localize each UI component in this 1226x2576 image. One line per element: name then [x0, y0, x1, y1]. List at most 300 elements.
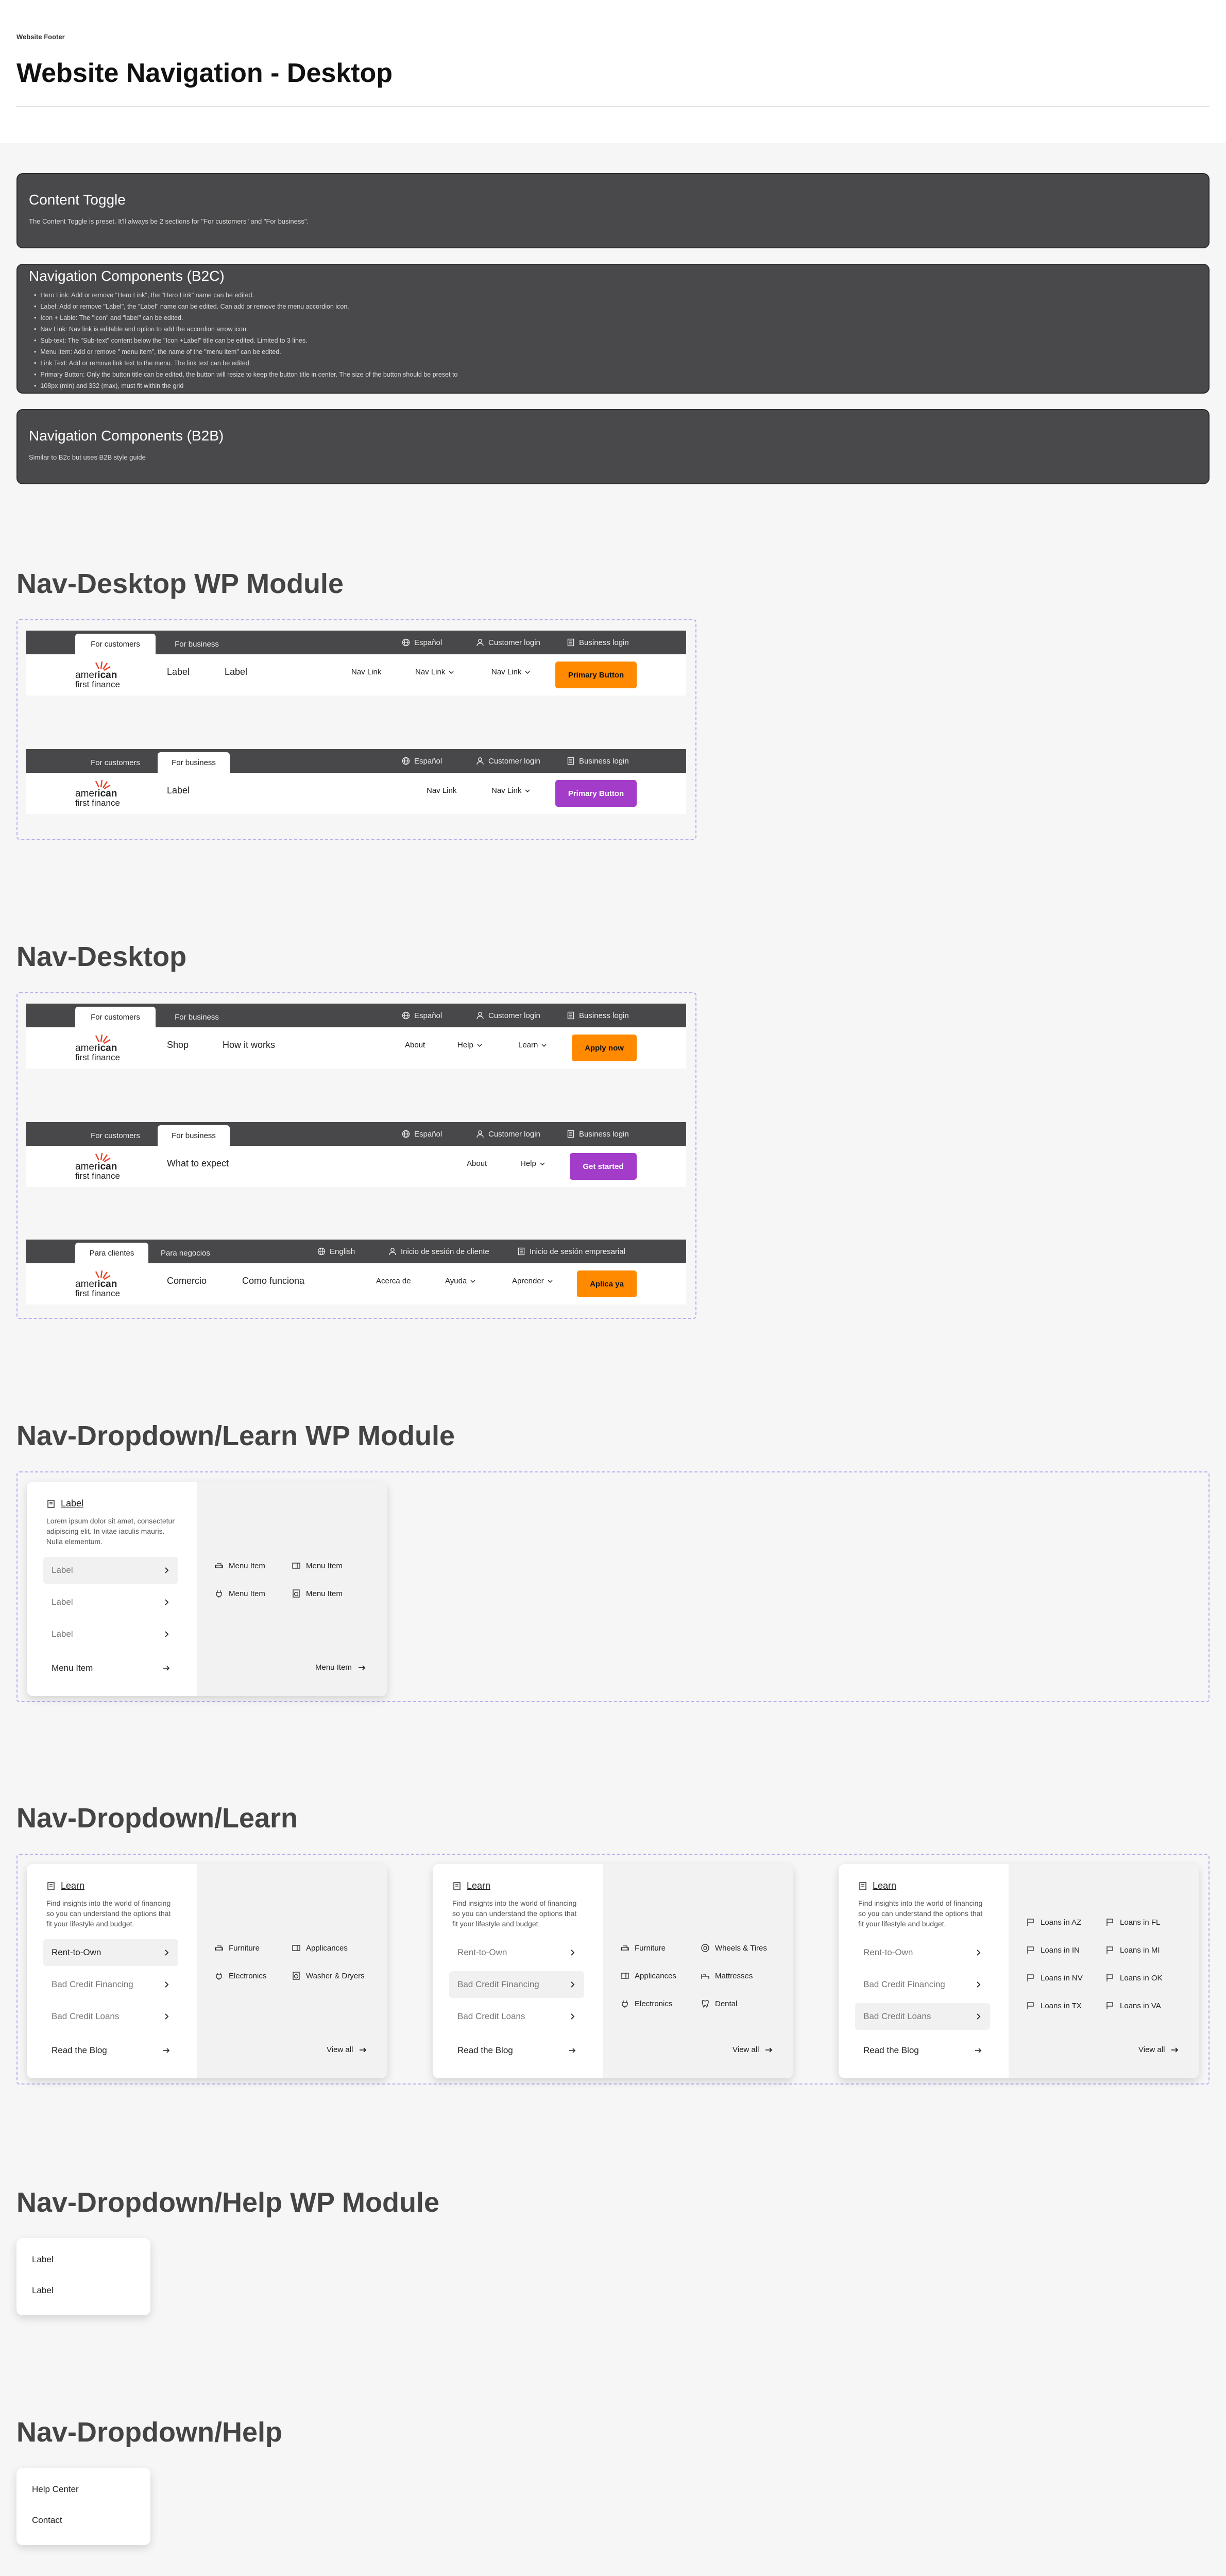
nav-link-dropdown[interactable] [491, 668, 531, 676]
nav-label-shop[interactable]: Shop [167, 1040, 189, 1050]
menu-item-label: Loans in VA [1120, 2001, 1161, 2010]
chevron-right-icon [163, 2013, 170, 2020]
arrow-right-icon [569, 2047, 576, 2054]
nav-link-label: Learn [518, 1041, 538, 1049]
chevron-right-icon [163, 1599, 170, 1606]
chevron-down-icon [524, 669, 531, 675]
user-icon [476, 638, 484, 647]
flag-icon [1105, 1973, 1115, 1982]
business-login-link[interactable] [567, 1122, 629, 1146]
menu-item-label: Loans in NV [1041, 1973, 1083, 1982]
logo-text-c: first finance [75, 1171, 120, 1181]
customer-login-label: Customer login [488, 1129, 540, 1139]
divider [16, 106, 1210, 107]
user-icon [476, 1130, 484, 1138]
logo-text-b: ican [97, 1279, 117, 1290]
menu-item-appliances[interactable] [620, 1971, 676, 1980]
customer-login-label: Inicio de sesión de cliente [401, 1247, 489, 1256]
chevron-right-icon [163, 1567, 170, 1574]
view-all-link[interactable] [315, 1663, 366, 1672]
content-toggle-bar [26, 1122, 686, 1146]
row-label: Read the Blog [457, 2045, 513, 2055]
menu-item-label: Electronics [635, 1999, 673, 2008]
nav-link-help[interactable] [520, 1159, 546, 1168]
dropdown-left-panel [839, 1864, 1009, 2078]
aplica-ya-button[interactable]: Aplica ya [577, 1270, 637, 1297]
menu-item-label: Loans in IN [1041, 1945, 1080, 1955]
sofa-icon [620, 1943, 629, 1953]
learn-dropdown [433, 1864, 793, 2078]
dropdown-row[interactable] [43, 1621, 178, 1648]
customer-login-link[interactable] [476, 1004, 540, 1027]
flag-icon [1026, 1918, 1035, 1927]
help-menu-item[interactable]: Label [32, 2255, 54, 2264]
dropdown-row-bad-credit-financing[interactable] [43, 1971, 178, 1998]
nav-link[interactable] [427, 786, 456, 795]
dropdown-row-bad-credit-loans[interactable] [449, 2003, 584, 2030]
nav-label[interactable]: Label [167, 785, 190, 795]
tab-for-customers[interactable]: For customers [75, 634, 156, 654]
user-icon [476, 1011, 484, 1020]
nav-link-aprender[interactable] [512, 1277, 553, 1285]
logo-text-a: amer [75, 788, 98, 799]
row-label: Bad Credit Loans [52, 2011, 120, 2021]
tab-for-customers[interactable]: For customers [91, 1131, 140, 1140]
nav-link-label: Acerca de [376, 1277, 411, 1285]
language-link[interactable] [402, 1004, 442, 1027]
dropdown-row-rent-to-own[interactable] [855, 1939, 990, 1966]
nav-link-dropdown[interactable] [491, 786, 531, 795]
logo-text-a: amer [75, 670, 98, 681]
list-item: • Menu item: Add or remove " menu item", the name of the "menu item" can be edited. [34, 346, 1197, 358]
arrow-right-icon [765, 2046, 773, 2054]
row-label: Label [52, 1629, 73, 1639]
menu-item-electronics[interactable] [214, 1971, 266, 1980]
logo-mark [75, 662, 137, 690]
language-link[interactable] [402, 1122, 442, 1146]
brand-logo[interactable] [75, 1270, 137, 1299]
flag-icon [1105, 2001, 1115, 2010]
help-center-link[interactable]: Help Center [32, 2484, 79, 2494]
logo-mark [75, 1270, 137, 1299]
dropdown-subtext: Find insights into the world of financing so you can understand the options that fit your lifestyle and budget. [858, 1899, 983, 1928]
business-login-link[interactable] [567, 749, 629, 773]
dropdown-row-rent-to-own[interactable] [449, 1939, 584, 1966]
globe-icon [402, 638, 410, 647]
tab-for-business[interactable]: For business [175, 639, 219, 649]
help-dropdown [16, 2468, 150, 2545]
globe-icon [402, 757, 410, 765]
chevron-down-icon [448, 669, 454, 675]
menu-item-label: Furniture [229, 1943, 260, 1953]
content-toggle-bar [26, 1004, 686, 1027]
dropdown-header-label: Learn [467, 1880, 491, 1891]
view-all-link[interactable] [1138, 2045, 1179, 2054]
bed-icon [701, 1971, 710, 1980]
row-label: Label [52, 1565, 73, 1575]
flag-icon [1105, 1918, 1115, 1927]
nav-bar [26, 749, 686, 814]
menu-item[interactable] [292, 1589, 343, 1598]
tab-for-business[interactable]: For business [158, 752, 230, 773]
tab-for-customers[interactable]: For customers [75, 1007, 156, 1027]
svg-text:american [75, 1279, 117, 1290]
menu-item-label: Loans in TX [1041, 2001, 1082, 2010]
tire-icon [701, 1943, 710, 1953]
nav-link-learn[interactable] [518, 1041, 547, 1049]
menu-item-loans-tx[interactable] [1026, 2001, 1082, 2010]
chevron-right-icon [163, 1949, 170, 1956]
globe-icon [317, 1247, 326, 1256]
list-item: • Sub-text: The "Sub-text" content below the "Icon +Label" title can be edited. Limited to 3 lines. [34, 335, 1197, 346]
brand-logo[interactable] [75, 662, 137, 690]
menu-item-wheels-tires[interactable] [701, 1943, 767, 1953]
menu-item-label: Loans in MI [1120, 1945, 1160, 1955]
logo-text-b: ican [97, 1043, 117, 1054]
language-label: Español [414, 1011, 442, 1020]
chevron-right-icon [569, 1981, 576, 1988]
customer-login-link[interactable] [476, 631, 540, 654]
svg-text:american [75, 1161, 117, 1172]
nav-link-label: Nav Link [491, 786, 522, 795]
flag-icon [1105, 1945, 1115, 1955]
building-icon [567, 638, 575, 647]
svg-text:american [75, 788, 117, 799]
row-label: Rent-to-Own [863, 1947, 913, 1957]
chevron-down-icon [470, 1278, 476, 1284]
page-title: Website Navigation - Desktop [16, 58, 393, 88]
b2c-components-card [16, 264, 1210, 394]
arrow-right-icon [1171, 2046, 1179, 2054]
row-label: Read the Blog [52, 2045, 107, 2055]
language-link[interactable] [402, 631, 442, 654]
logo-mark [75, 780, 137, 809]
row-label: Rent-to-Own [52, 1947, 101, 1957]
contact-link[interactable]: Contact [32, 2515, 62, 2525]
nav-link-about[interactable] [405, 1041, 425, 1049]
globe-icon [402, 1011, 410, 1020]
nav-link-dropdown[interactable] [415, 668, 454, 676]
business-login-label: Business login [579, 756, 629, 766]
logo-mark [75, 1153, 137, 1182]
menu-item-loans-ok[interactable] [1105, 1973, 1163, 1982]
dropdown-left-panel [27, 1864, 197, 2078]
read-the-blog-link[interactable] [43, 2037, 178, 2064]
dropdown-row-rent-to-own[interactable] [43, 1939, 178, 1966]
chevron-down-icon [539, 1161, 546, 1167]
get-started-button[interactable]: Get started [570, 1153, 637, 1180]
menu-item-loans-in[interactable] [1026, 1945, 1080, 1955]
dropdown-row[interactable] [43, 1589, 178, 1616]
menu-item[interactable] [292, 1561, 343, 1570]
menu-item-label: Menu Item [306, 1561, 343, 1570]
dropdown-left-panel [433, 1864, 603, 2078]
arrow-right-icon [163, 2047, 170, 2054]
nav-link-help[interactable] [457, 1041, 483, 1049]
content-toggle-bar [26, 631, 686, 654]
menu-item-loans-fl[interactable] [1105, 1918, 1160, 1927]
menu-item-label: Menu Item [306, 1589, 343, 1598]
svg-text:american [75, 1043, 117, 1054]
chevron-right-icon [569, 1949, 576, 1956]
row-label: Rent-to-Own [457, 1947, 507, 1957]
row-label: Label [52, 1597, 73, 1607]
dropdown-header[interactable] [46, 1498, 83, 1509]
language-label: Español [414, 1129, 442, 1139]
menu-item-label: Furniture [635, 1943, 666, 1953]
list-item: • Link Text: Add or remove link text to the menu. The link text can be edited. [34, 358, 1197, 369]
content-toggle-card [16, 173, 1210, 248]
menu-item-loans-va[interactable] [1105, 2001, 1161, 2010]
learn-dropdown-wp [27, 1482, 387, 1696]
language-label: Español [414, 756, 442, 766]
menu-item-loans-mi[interactable] [1105, 1945, 1160, 1955]
logo-text-b: ican [97, 788, 117, 799]
view-all-label: Menu Item [315, 1663, 352, 1672]
nav-link-label: Nav Link [427, 786, 457, 795]
help-dropdown-wp [16, 2238, 150, 2315]
menu-item-washer-dryers[interactable] [292, 1971, 365, 1980]
card-title: Navigation Components (B2C) [29, 268, 225, 284]
svg-text:american [75, 670, 117, 681]
chevron-right-icon [163, 1631, 170, 1638]
apply-now-button[interactable]: Apply now [572, 1035, 637, 1061]
building-icon [517, 1247, 525, 1256]
list-item: • 108px (min) and 332 (max), must fit within the grid [34, 380, 1197, 392]
logo-text-c: first finance [75, 680, 120, 689]
nav-label-como-funciona[interactable]: Como funciona [242, 1276, 305, 1286]
menu-item-label: Applicances [306, 1943, 348, 1953]
section-title: Nav-Desktop WP Module [16, 568, 344, 599]
brand-logo[interactable] [75, 1035, 137, 1063]
help-menu-item[interactable]: Label [32, 2285, 54, 2295]
building-icon [567, 757, 575, 765]
page-header [0, 0, 1226, 143]
card-text: The Content Toggle is preset. It'll always be 2 sections for "For customers" and "For business". [29, 217, 309, 225]
row-label: Bad Credit Financing [863, 1979, 945, 1989]
dropdown-header[interactable] [46, 1880, 84, 1891]
building-icon [567, 1011, 575, 1020]
language-label: English [330, 1247, 355, 1256]
section-title: Nav-Dropdown/Learn WP Module [16, 1420, 455, 1451]
nav-label[interactable]: Label [167, 667, 190, 677]
logo-text-a: amer [75, 1279, 98, 1290]
brand-logo[interactable] [75, 780, 137, 809]
nav-bar [26, 1122, 686, 1187]
business-login-label: Inicio de sesión empresarial [530, 1247, 625, 1256]
customer-login-link[interactable] [476, 1122, 540, 1146]
menu-item-mattresses[interactable] [701, 1971, 753, 1980]
nav-link-about[interactable] [467, 1159, 487, 1168]
brand-logo[interactable] [75, 1153, 137, 1182]
menu-item-furniture[interactable] [214, 1943, 260, 1953]
card-title: Navigation Components (B2B) [29, 428, 224, 444]
nav-label-what-to-expect[interactable]: What to expect [167, 1158, 229, 1168]
nav-link-label: Help [520, 1159, 536, 1168]
flag-icon [1026, 1945, 1035, 1955]
content-toggle-bar [26, 1240, 686, 1263]
tab-for-business[interactable]: For business [158, 1125, 230, 1146]
nav-link-label: Nav Link [351, 668, 382, 676]
dropdown-row-bad-credit-financing[interactable] [855, 1971, 990, 1998]
book-icon [46, 1499, 56, 1509]
language-link[interactable] [317, 1240, 355, 1263]
sofa-icon [214, 1943, 224, 1953]
arrow-right-icon [975, 2047, 982, 2054]
menu-item-electronics[interactable] [620, 1999, 672, 2008]
logo-text-c: first finance [75, 1053, 120, 1062]
chevron-right-icon [163, 1981, 170, 1988]
appliance-icon [292, 1561, 301, 1570]
washer-icon [292, 1971, 301, 1980]
menu-item-loans-az[interactable] [1026, 1918, 1081, 1927]
washer-icon [292, 1589, 301, 1598]
nav-link-label: Ayuda [445, 1277, 467, 1285]
menu-item-appliances[interactable] [292, 1943, 348, 1953]
component-list [29, 290, 1197, 392]
section-title: Nav-Dropdown/Help WP Module [16, 2187, 439, 2218]
business-login-label: Business login [579, 1011, 629, 1020]
book-icon [46, 1882, 56, 1891]
nav-link-ayuda[interactable] [445, 1277, 476, 1285]
list-item: • Primary Button: Only the button title can be edited, the button will resize to keep the button title in center. The size of the button should be preset to [34, 369, 1197, 380]
language-label: Español [414, 638, 442, 647]
dropdown-row-bad-credit-loans[interactable] [43, 2003, 178, 2030]
arrow-right-icon [163, 1665, 170, 1672]
view-all-link[interactable] [733, 2045, 773, 2054]
read-the-blog-link[interactable] [855, 2037, 990, 2064]
view-all-link[interactable] [327, 2045, 367, 2054]
dropdown-subtext: Find insights into the world of financing so you can understand the options that fit your lifestyle and budget. [46, 1899, 171, 1928]
menu-item-label: Washer & Dryers [306, 1971, 365, 1980]
nav-link[interactable] [351, 668, 381, 676]
menu-item-furniture[interactable] [620, 1943, 666, 1953]
menu-item-label: Dental [715, 1999, 738, 2008]
chevron-right-icon [975, 1981, 982, 1988]
business-login-label: Business login [579, 1129, 629, 1139]
list-item: • Hero Link: Add or remove "Hero Link", the "Hero Link" name can be edited. [34, 290, 1197, 301]
content-toggle-bar [26, 749, 686, 773]
menu-item[interactable] [214, 1561, 265, 1570]
chevron-right-icon [975, 2013, 982, 2020]
language-link[interactable] [402, 749, 442, 773]
section-title: Nav-Dropdown/Learn [16, 1803, 298, 1834]
row-label: Read the Blog [863, 2045, 919, 2055]
logo-text-c: first finance [75, 1289, 120, 1298]
row-label: Bad Credit Loans [863, 2011, 931, 2021]
arrow-right-icon [358, 1664, 366, 1672]
nav-bar [26, 1004, 686, 1069]
section-title: Nav-Desktop [16, 941, 187, 972]
menu-item-label: Electronics [229, 1971, 267, 1980]
menu-item-loans-nv[interactable] [1026, 1973, 1083, 1982]
row-label: Bad Credit Financing [457, 1979, 539, 1989]
dropdown-row-bad-credit-financing[interactable] [449, 1971, 584, 1998]
nav-link-label: Aprender [512, 1277, 544, 1285]
dropdown-subtext: Find insights into the world of financing so you can understand the options that fit your lifestyle and budget. [452, 1899, 577, 1928]
menu-item[interactable] [214, 1589, 265, 1598]
book-icon [452, 1882, 462, 1891]
primary-button[interactable]: Primary Button [555, 780, 637, 807]
menu-item-label: Mattresses [715, 1971, 753, 1980]
customer-login-label: Customer login [488, 1011, 540, 1020]
plug-icon [214, 1971, 224, 1980]
dropdown-header[interactable] [452, 1880, 490, 1891]
nav-link-acerca-de[interactable] [376, 1277, 411, 1285]
logo-mark [75, 1035, 137, 1063]
logo-text-a: amer [75, 1161, 98, 1172]
chevron-down-icon [547, 1278, 553, 1284]
read-the-blog-link[interactable] [449, 2037, 584, 2064]
primary-button[interactable]: Primary Button [555, 662, 637, 688]
flag-icon [1026, 1973, 1035, 1982]
dropdown-header[interactable] [858, 1880, 896, 1891]
dropdown-row[interactable] [43, 1557, 178, 1584]
user-icon [388, 1247, 397, 1256]
chevron-right-icon [569, 2013, 576, 2020]
nav-label-how-it-works[interactable]: How it works [223, 1040, 276, 1050]
tab-for-business[interactable]: For business [175, 1012, 219, 1022]
building-icon [567, 1130, 575, 1138]
learn-dropdown [839, 1864, 1199, 2078]
tab-para-negocios[interactable]: Para negocios [161, 1248, 210, 1258]
dropdown-left-panel [27, 1482, 197, 1696]
business-login-link[interactable] [517, 1240, 625, 1263]
menu-item-label: Loans in FL [1120, 1918, 1161, 1927]
globe-icon [402, 1130, 410, 1138]
tab-para-clientes[interactable]: Para clientes [75, 1243, 148, 1263]
view-all-label: View all [1138, 2045, 1165, 2054]
customer-login-label: Customer login [488, 756, 540, 766]
row-label: Menu Item [52, 1663, 93, 1673]
sofa-icon [214, 1561, 224, 1570]
customer-login-link[interactable] [388, 1240, 489, 1263]
card-text: Similar to B2c but uses B2B style guide [29, 453, 146, 461]
dropdown-header-label: Learn [873, 1880, 897, 1891]
card-title: Content Toggle [29, 192, 126, 208]
dropdown-row-bad-credit-loans[interactable] [855, 2003, 990, 2030]
logo-text-b: ican [97, 1161, 117, 1172]
nav-label[interactable]: Label [225, 667, 248, 677]
chevron-down-icon [524, 788, 531, 794]
nav-link-label: Help [457, 1041, 473, 1049]
nav-label-comercio[interactable]: Comercio [167, 1276, 207, 1286]
nav-link-label: About [467, 1159, 487, 1168]
book-icon [858, 1882, 867, 1891]
dropdown-footer-link[interactable] [43, 1655, 178, 1682]
b2b-components-card [16, 409, 1210, 484]
menu-item-label: Loans in OK [1120, 1973, 1163, 1982]
menu-item-label: Menu Item [229, 1589, 265, 1598]
logo-text-b: ican [97, 670, 117, 681]
customer-login-link[interactable] [476, 749, 540, 773]
menu-item-label: Wheels & Tires [715, 1943, 767, 1953]
appliance-icon [620, 1971, 629, 1980]
customer-login-label: Customer login [488, 638, 540, 647]
nav-link-label: About [405, 1041, 425, 1049]
list-item: • Icon + Lable: The "icon" and "label" can be edited. [34, 312, 1197, 324]
business-login-link[interactable] [567, 1004, 629, 1027]
tab-for-customers[interactable]: For customers [91, 758, 140, 767]
business-login-label: Business login [579, 638, 629, 647]
business-login-link[interactable] [567, 631, 629, 654]
menu-item-label: Applicances [635, 1971, 676, 1980]
menu-item-dental[interactable] [701, 1999, 737, 2008]
view-all-label: View all [327, 2045, 353, 2054]
user-icon [476, 757, 484, 765]
chevron-down-icon [476, 1042, 483, 1048]
nav-link-label: Nav Link [415, 668, 446, 676]
